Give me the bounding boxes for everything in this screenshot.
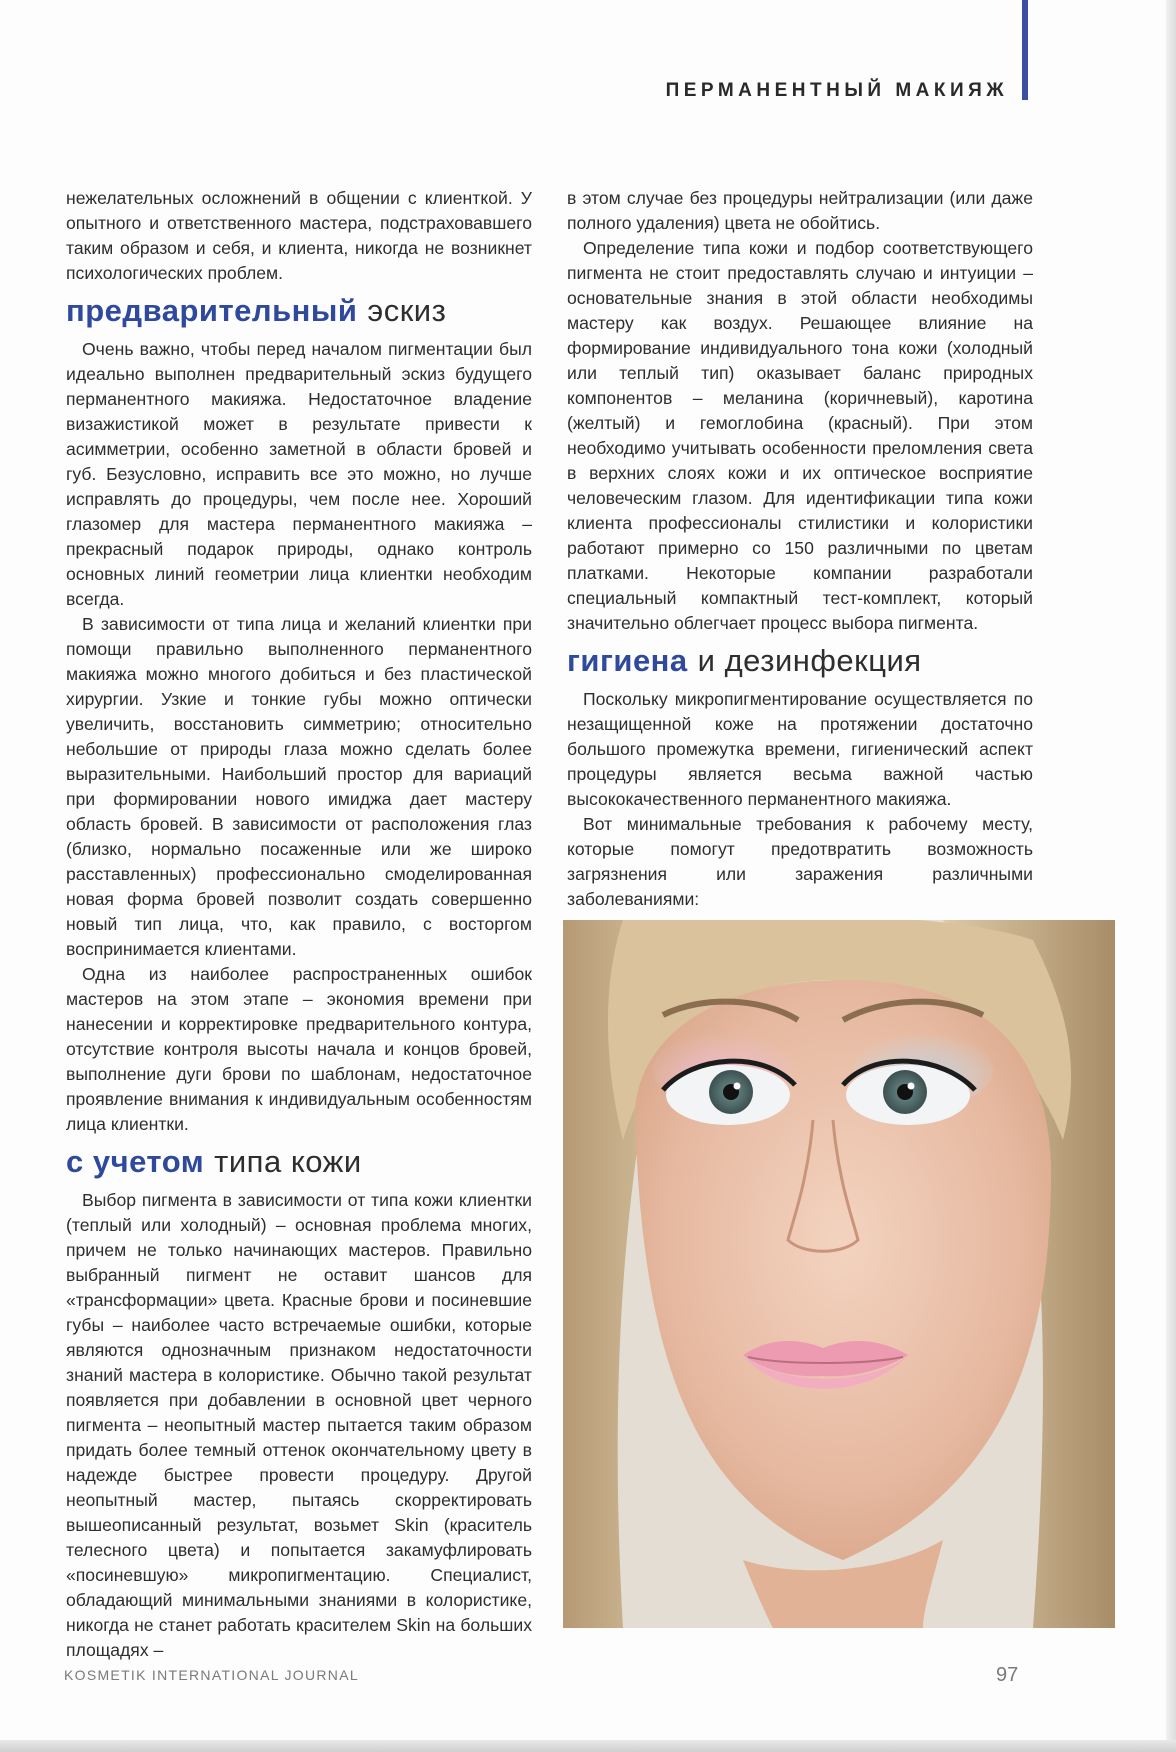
portrait-photo — [563, 920, 1115, 1628]
section-heading-skin-type-rest: типа кожи — [214, 1144, 362, 1179]
running-head: ПЕРМАНЕНТНЫЙ МАКИЯЖ — [665, 80, 1008, 101]
portrait-illustration — [563, 920, 1115, 1628]
footer-journal-name: KOSMETIK INTERNATIONAL JOURNAL — [64, 1667, 359, 1683]
skin-type-paragraph-1: Выбор пигмента в зависимости от типа кожи клиентки (теплый или холодный) – основная проблема многих, причем не только начинающих мастеров. Правильно выбранный пигмент не оставит шансов для «трансформации» цвета. Красные брови и посиневшие губы – наиболее часто встречаемые ошибки, которые являются однозначным признаком недостаточности знаний мастера в колористике. Обычно такой результат появляется при добавлении в основной цвет черного пигмента – неопытный мастер пытается таким образом придать более темный оттенок окончательному цвету в надежде быстрее провести процедуру. Другой неопытный мастер, пытаясь скорректировать вышеописанный результат, возьмет Skin (краситель телесного цвета) и попытается закамуфлировать «посиневшую» микропигментацию. Специалист, обладающий минимальными знаниями в колористике, никогда не станет работать красителем Skin на больших площадях – — [66, 1190, 532, 1660]
sketch-paragraph-3: Одна из наиболее распространенных ошибок мастеров на этом этапе – экономия времени при нанесении и корректировке предварительного контура, отсутствие контроля высоты начала и концов бровей, выполнение дуги брови по шаблонам, недостаточное проявление внимания к индивидуальным особенностям лица клиентки. — [66, 964, 532, 1134]
left-intro-paragraph: нежелательных осложнений в общении с клиенткой. У опытного и ответственного мастера, подстраховавшего таким образом и себя, и клиента, никогда не возникнет психологических проблем. — [66, 188, 532, 283]
section-heading-hygiene-bold: гигиена — [567, 643, 688, 678]
left-column — [66, 186, 532, 1663]
footer-page-number: 97 — [996, 1664, 1019, 1686]
sketch-paragraph-1: Очень важно, чтобы перед началом пигментации был идеально выполнен предварительный эскиз будущего перманентного макияжа. Недостаточное владение визажистикой может в результате привести к асимметрии, особенно заметной в области бровей и губ. Безусловно, исправить все это можно, но лучше исправлять до процедуры, чем после нее. Хороший глазомер для мастера перманентного макияжа – прекрасный подарок природы, однако контроль основных линий геометрии лица клиентки необходим всегда. — [66, 339, 532, 609]
section-heading-sketch-bold: предварительный — [66, 293, 358, 328]
accent-bar — [1022, 0, 1028, 100]
page-edge-bottom — [0, 1740, 1176, 1752]
page-edge-right — [1166, 0, 1176, 1752]
section-heading-hygiene — [567, 641, 1033, 681]
section-heading-skin-type-bold: с учетом — [66, 1144, 205, 1179]
hygiene-paragraph-1: Поскольку микропигментирование осуществляется по незащищенной коже на протяжении достаточно большого промежутка времени, гигиенический аспект процедуры является весьма важной частью высококачественного перманентного макияжа. — [567, 689, 1033, 809]
right-intro-paragraph: в этом случае без процедуры нейтрализации (или даже полного удаления) цвета не обойтись. — [567, 188, 1033, 233]
section-heading-hygiene-rest: и дезинфекция — [697, 643, 922, 678]
hygiene-paragraph-2: Вот минимальные требования к рабочему месту, которые помогут предотвратить возможность загрязнения или заражения различными заболеваниями: — [567, 814, 1033, 909]
section-heading-sketch — [66, 291, 532, 331]
skin-detection-paragraph: Определение типа кожи и подбор соответствующего пигмента не стоит предоставлять случаю и интуиции – основательные знания в этой области необходимы мастеру как воздух. Решающее влияние на формирование индивидуального тона кожи (холодный или теплый тип) оказывает баланс природных компонентов – меланина (коричневый), каротина (желтый) и гемоглобина (красный). При этом необходимо учитывать особенности преломления света в верхних слоях кожи и их оптическое восприятие человеческим глазом. Для идентификации типа кожи клиента профессионалы стилистики и колористики работают примерно со 150 различными по цветам платками. Некоторые компании разработали специальный компактный тест-комплект, который значительно облегчает процесс выбора пигмента. — [567, 238, 1033, 633]
section-heading-sketch-rest: эскиз — [367, 293, 447, 328]
right-column — [567, 186, 1033, 912]
section-heading-skin-type — [66, 1142, 532, 1182]
sketch-paragraph-2: В зависимости от типа лица и желаний клиентки при помощи правильно выполненного перманентного макияжа можно многого добиться и без пластической хирургии. Узкие и тонкие губы можно оптически увеличить, восстановить симметрию; относительно небольшие от природы глаза можно сделать более выразительными. Наибольший простор для вариаций при формировании нового имиджа дает мастеру область бровей. В зависимости от расположения глаз (близко, нормально посаженные или же широко расставленных) профессионально смоделированная новая форма бровей позволит создать совершенно новый тип лица, что, как правило, с восторгом воспринимается клиентами. — [66, 614, 532, 959]
